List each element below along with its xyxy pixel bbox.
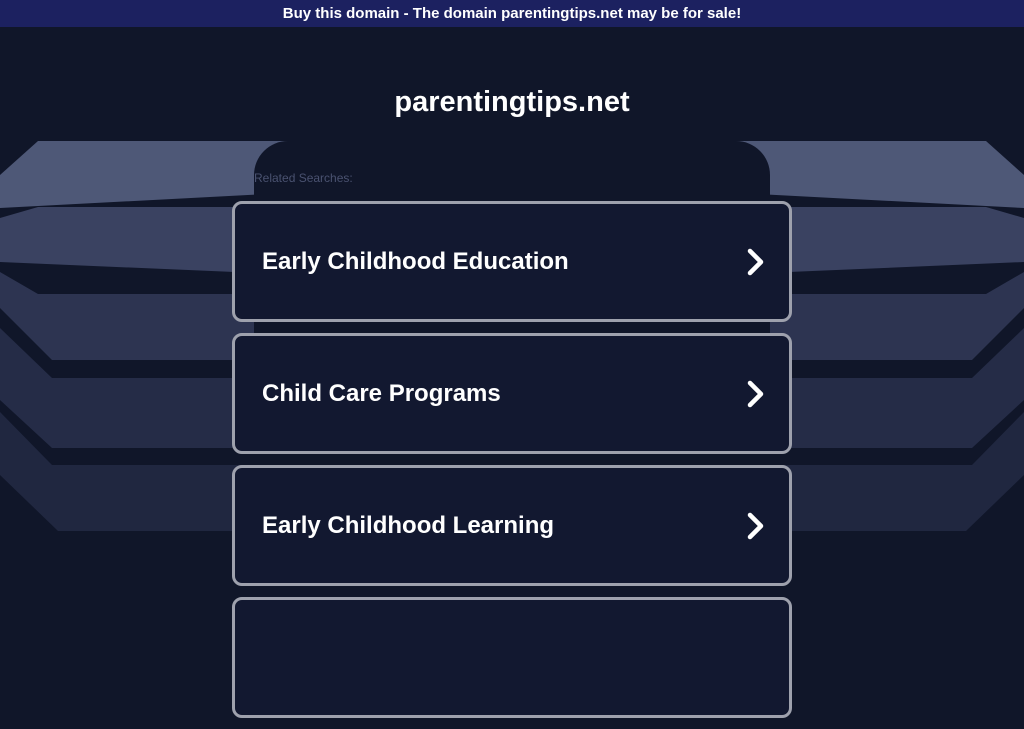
related-link-child-care-programs[interactable]: [232, 333, 792, 454]
related-links-list: [232, 201, 792, 729]
link-label: Child Care Programs: [262, 379, 501, 407]
related-searches-label: Related Searches:: [254, 171, 353, 185]
chevron-right-icon: [745, 247, 767, 277]
chevron-right-icon: [745, 511, 767, 541]
for-sale-banner[interactable]: Buy this domain - The domain parentingtips.net may be for sale!: [0, 0, 1024, 27]
link-label: Early Childhood Education: [262, 247, 569, 275]
related-link-partial[interactable]: [232, 597, 792, 718]
chevron-right-icon: [745, 379, 767, 409]
domain-title: parentingtips.net: [394, 86, 630, 118]
link-label: Early Childhood Learning: [262, 511, 555, 539]
related-link-early-childhood-learning[interactable]: [232, 465, 792, 586]
related-link-early-childhood-education[interactable]: [232, 201, 792, 322]
